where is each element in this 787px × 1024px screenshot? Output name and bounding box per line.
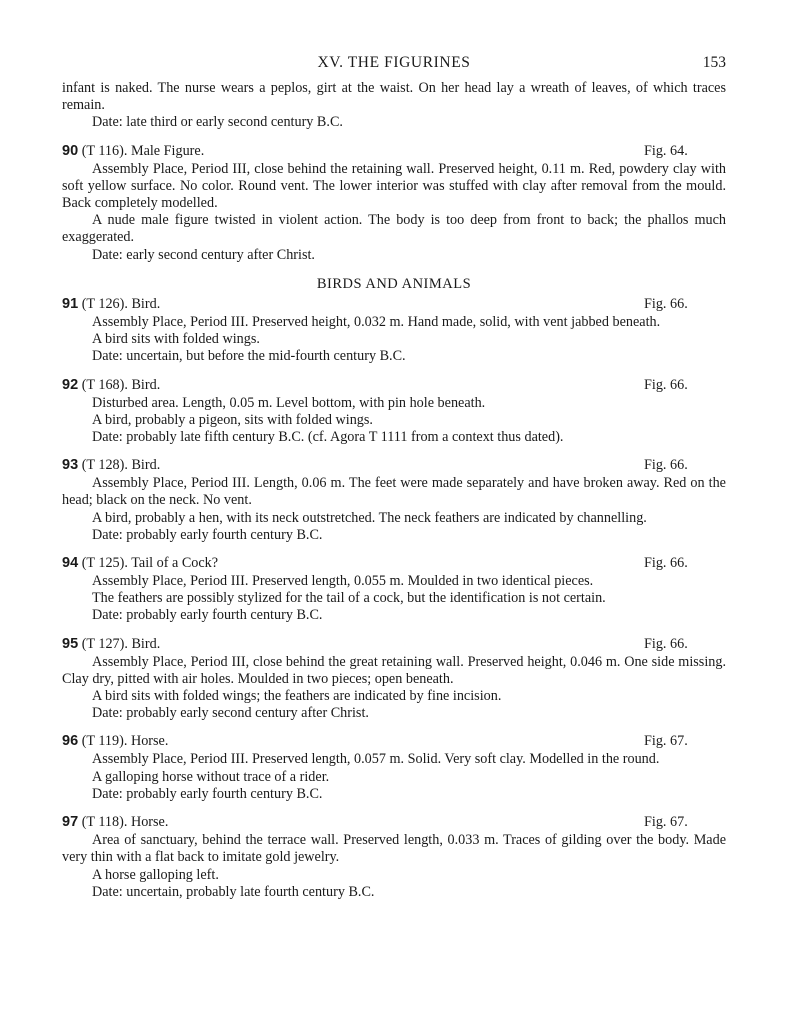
entry-catalog-number: (T 168). [81, 376, 128, 393]
entry-paragraph: Assembly Place, Period III. Length, 0.06 m. The feet were made separately and have broken away. Red on the head; black on the neck. No vent. [62, 475, 726, 509]
catalog-entry [62, 635, 726, 723]
entry-date: Date: uncertain, probably late fourth century B.C. [92, 883, 375, 900]
entry-paragraph: Assembly Place, Period III. Preserved height, 0.032 m. Hand made, solid, with vent jabbed beneath. [92, 314, 661, 331]
entry-catalog-number: (T 116). [81, 142, 128, 159]
entry-heading [62, 376, 726, 395]
entry-paragraph: A galloping horse without trace of a rider. [92, 768, 330, 785]
entry-heading [62, 456, 726, 475]
catalog-entry [62, 142, 726, 264]
entry-number: 97 [62, 814, 79, 831]
figure-reference: Fig. 67. [644, 733, 688, 750]
figure-reference: Fig. 66. [644, 457, 688, 474]
entry-date: Date: probably early fourth century B.C. [92, 607, 323, 624]
entry-title: Tail of a Cock? [131, 555, 219, 572]
figure-reference: Fig. 67. [644, 814, 688, 831]
entry-title: Bird. [131, 457, 161, 474]
catalog-entries-figures [62, 142, 726, 264]
entry-number: 96 [62, 733, 79, 750]
catalog-entry [62, 295, 726, 366]
entry-paragraph: A bird, probably a pigeon, sits with folded wings. [92, 411, 373, 428]
entry-catalog-number: (T 118). [81, 814, 128, 831]
running-head [62, 54, 726, 80]
catalog-entry [62, 376, 726, 447]
entry-title: Male Figure. [130, 142, 205, 159]
entry-title: Bird. [131, 296, 161, 313]
entry-date: Date: early second century after Christ. [92, 246, 315, 263]
entry-number: 91 [62, 296, 79, 313]
entry-title: Horse. [130, 814, 169, 831]
entry-title: Bird. [131, 376, 161, 393]
entry-number: 95 [62, 635, 79, 652]
figure-reference: Fig. 66. [644, 635, 688, 652]
catalog-entry [62, 732, 726, 803]
entry-number: 93 [62, 457, 79, 474]
entry-paragraph: Assembly Place, Period III. Preserved length, 0.055 m. Moulded in two identical pieces. [92, 573, 594, 590]
continuation-paragraph: infant is naked. The nurse wears a peplos, girt at the waist. On her head lay a wreath of leaves, of which traces remain. [62, 80, 726, 114]
entry-heading [62, 142, 726, 161]
entry-title: Bird. [131, 635, 161, 652]
entry-paragraph: The feathers are possibly stylized for the tail of a cock, but the identification is not certain. [92, 590, 606, 607]
entry-heading [62, 554, 726, 573]
entry-paragraph: Area of sanctuary, behind the terrace wall. Preserved length, 0.033 m. Traces of gilding over the body. Made very thin with a flat back to imitate gold jewelry. [62, 832, 726, 866]
entry-date: Date: uncertain, but before the mid-fourth century B.C. [92, 348, 406, 365]
page [62, 54, 726, 901]
entry-paragraph: Assembly Place, Period III. Preserved length, 0.057 m. Solid. Very soft clay. Modelled in the round. [92, 751, 660, 768]
entry-date: Date: probably early second century after Christ. [92, 705, 369, 722]
figure-reference: Fig. 66. [644, 376, 688, 393]
entry-date: Date: probably late fifth century B.C. (cf. Agora T 1111 from a context thus dated). [92, 429, 564, 446]
catalog-entry [62, 554, 726, 625]
entry-title: Horse. [130, 733, 169, 750]
body-text [62, 80, 726, 901]
entry-date: Date: probably early fourth century B.C. [92, 526, 323, 543]
entry-catalog-number: (T 119). [81, 733, 128, 750]
entry-catalog-number: (T 127). [81, 635, 128, 652]
entry-number: 92 [62, 376, 79, 393]
entry-paragraph: A bird sits with folded wings. [92, 331, 260, 348]
figure-reference: Fig. 64. [644, 142, 688, 159]
entry-date: Date: probably early fourth century B.C. [92, 785, 323, 802]
entry-heading [62, 813, 726, 832]
section-heading: BIRDS AND ANIMALS [316, 275, 472, 292]
entry-heading [62, 295, 726, 314]
entry-paragraph: Disturbed area. Length, 0.05 m. Level bottom, with pin hole beneath. [92, 394, 486, 411]
entry-catalog-number: (T 128). [81, 457, 128, 474]
catalog-entry [62, 813, 726, 901]
entry-paragraph: Assembly Place, Period III, close behind the retaining wall. Preserved height, 0.11 m. Red, powdery clay with soft yellow surface. No color. Round vent. The lower interior was stuffed with clay after removal from the mould. Back completely modelled. [62, 160, 726, 212]
entry-number: 90 [62, 142, 79, 159]
chapter-title: XV. THE FIGURINES [317, 54, 471, 71]
entry-heading [62, 732, 726, 751]
entry-catalog-number: (T 125). [81, 555, 128, 572]
entry-paragraph: Assembly Place, Period III, close behind the great retaining wall. Preserved height, 0.046 m. One side missing. Clay dry, pitted with air holes. Moulded in two pieces; open beneath. [62, 653, 726, 687]
entry-paragraph: A nude male figure twisted in violent action. The body is too deep from front to back; the phallos much exaggerated. [62, 212, 726, 246]
entry-heading [62, 635, 726, 654]
figure-reference: Fig. 66. [644, 555, 688, 572]
catalog-entry [62, 456, 726, 544]
entry-paragraph: A horse galloping left. [92, 866, 219, 883]
entry-catalog-number: (T 126). [81, 296, 128, 313]
entry-paragraph: A bird, probably a hen, with its neck outstretched. The neck feathers are indicated by channelling. [92, 509, 647, 526]
entry-paragraph: A bird sits with folded wings; the feathers are indicated by fine incision. [92, 688, 502, 705]
figure-reference: Fig. 66. [644, 296, 688, 313]
continuation-date: Date: late third or early second century B.C. [92, 114, 343, 131]
page-number: 153 [702, 54, 726, 71]
entry-number: 94 [62, 555, 79, 572]
catalog-entries-animals [62, 295, 726, 901]
